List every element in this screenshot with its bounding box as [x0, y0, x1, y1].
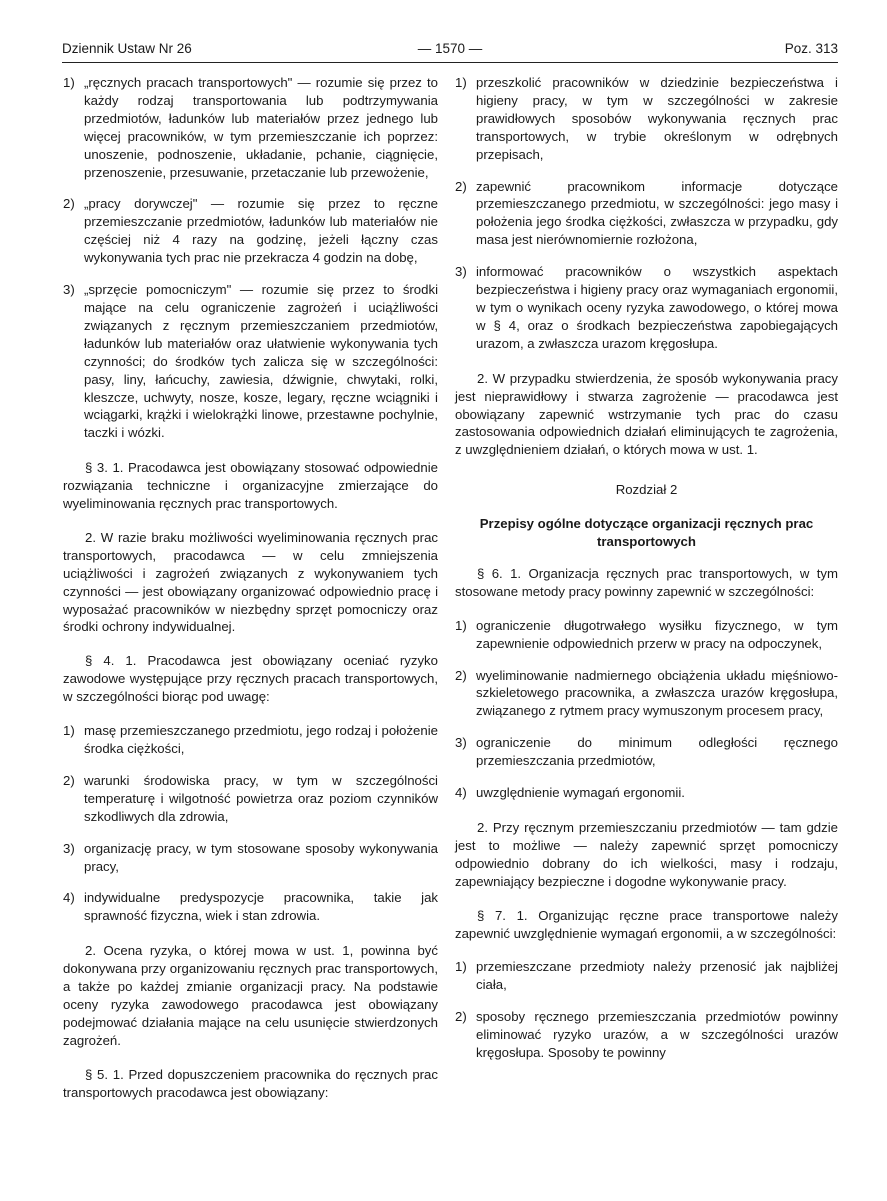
paragraph: 2. W razie braku możliwości wyeliminowania ręcznych prac transportowych, pracodawca — w celu zmniejszenia uciążliwości i zagrożeń związanych z wykonywaniem tych czynności — jest obowiązany organizować odpowiednio pracę i wyposażać pracowników w niezbędny sprzęt pomocniczy oraz środki ochrony indywidualnej.	[63, 529, 438, 635]
paragraph: 2. W przypadku stwierdzenia, że sposób wykonywania pracy jest nieprawidłowy i stwarza zagrożenie — pracodawca jest obowiązany zapewnić wstrzymanie tych prac do czasu zastosowania odpowiednich działań eliminujących te zagrożenia, z uwzględnieniem działań, o których mowa w ust. 1.	[455, 370, 838, 458]
list-item: 2) „pracy dorywczej" — rozumie się przez to ręczne przemieszczanie przedmiotów, ładunków lub materiałów nie częściej niż 4 razy na godzinę, jeżeli łączny czas wykonywania tych prac nie przekracza 4 godzin na dobę,	[63, 196, 438, 266]
position-number: Poz. 313	[784, 41, 838, 56]
left-column	[63, 74, 438, 1118]
page-header	[62, 39, 838, 61]
paragraph: § 5. 1. Przed dopuszczeniem pracownika do ręcznych prac transportowych pracodawca jest obowiązany:	[63, 1066, 438, 1100]
page-number: — 1570 —	[417, 41, 483, 56]
list-item: 2) wyeliminowanie nadmiernego obciążenia układu mięśniowo-szkieletowego pracownika, a zwłaszcza urazów kręgosłupa, związanego z rytmem pracy wymuszonym procesem pracy,	[455, 667, 838, 719]
journal-title: Dziennik Ustaw Nr 26	[62, 41, 192, 56]
list-item: 2) warunki środowiska pracy, w tym w szczególności temperaturę i wilgotność powietrza oraz poziom czynników szkodliwych dla zdrowia,	[63, 772, 438, 824]
organization-list	[455, 617, 838, 802]
paragraph: 2. Ocena ryzyka, o której mowa w ust. 1, powinna być dokonywana przy organizowaniu ręcznych prac transportowych, a także po każdej zmianie organizacji pracy. Na podstawie oceny ryzyka zawodowego pracodawca jest obowiązany podejmować działania mające na celu usunięcie stwierdzonych zagrożeń.	[63, 943, 438, 1048]
list-item: 3) informować pracowników o wszystkich aspektach bezpieczeństwa i higieny pracy oraz wymaganiach ergonomii, w tym o wynikach oceny ryzyka zawodowego, o której mowa w § 4, oraz o środkach bezpieczeństwa zapobiegających urazom, a zwłaszcza urazom kręgosłupa.	[455, 264, 838, 351]
paragraph: § 6. 1. Organizacja ręcznych prac transportowych, w tym stosowane metody pracy powinny zapewnić w szczególności:	[455, 565, 838, 599]
obligations-list	[455, 74, 838, 353]
list-item: 3) ograniczenie do minimum odległości ręcznego przemieszczania przedmiotów,	[455, 735, 838, 769]
list-item: 2) sposoby ręcznego przemieszczania przedmiotów powinny eliminować ryzyko urazów, a w szczególności urazów kręgosłupa. Sposoby te powinny	[455, 1009, 838, 1061]
list-item: 4) indywidualne predyspozycje pracownika, takie jak sprawność fizyczna, wiek i stan zdrowia.	[63, 890, 438, 924]
header-rule	[62, 62, 838, 63]
list-item: 1) ograniczenie długotrwałego wysiłku fizycznego, w tym zapewnienie odpowiednich przerw w pracy na odpoczynek,	[455, 617, 838, 651]
paragraph: 2. Przy ręcznym przemieszczaniu przedmiotów — tam gdzie jest to możliwe — należy zapewnić sprzęt pomocniczy odpowiednio dobrany do ich wielkości, masy i rodzaju, zapewniający bezpieczne i dogodne wykonywanie pracy.	[455, 820, 838, 889]
definitions-list	[63, 74, 438, 442]
ergonomics-list	[455, 958, 838, 1062]
paragraph: § 3. 1. Pracodawca jest obowiązany stosować odpowiednie rozwiązania techniczne i organizacyjne zmierzające do wyeliminowania ręcznych prac transportowych.	[63, 460, 438, 512]
list-item: 1) masę przemieszczanego przedmiotu, jego rodzaj i położenie środka ciężkości,	[63, 723, 438, 756]
chapter-heading: Rozdział 2	[615, 482, 678, 498]
right-column	[455, 74, 838, 1076]
list-item: 4) uwzględnienie wymagań ergonomii.	[455, 785, 685, 801]
list-item: 1) przemieszczane przedmioty należy przenosić jak najbliżej ciała,	[455, 959, 838, 993]
paragraph: § 4. 1. Pracodawca jest obowiązany oceniać ryzyko zawodowe występujące przy ręcznych pracach transportowych, w szczególności biorąc pod uwagę:	[63, 653, 438, 705]
list-item: 3) organizację pracy, w tym stosowane sposoby wykonywania pracy,	[63, 840, 438, 874]
risk-factors-list	[63, 722, 438, 925]
list-item: 1) „ręcznych pracach transportowych" — rozumie się przez to każdy rodzaj transportowania lub podtrzymywania przedmiotów, ładunków lub materiałów przez jednego lub więcej pracowników, w tym przemieszczanie ich poprzez: unoszenie, podnoszenie, układanie, pchanie, ciągnięcie, przenoszenie, przesuwanie, przetaczanie lub przewożenie,	[63, 75, 438, 180]
list-item: 3) „sprzęcie pomocniczym" — rozumie się przez to środki mające na celu ograniczenie zagrożeń i uciążliwości związanych z ręcznym przemieszczaniem przedmiotów, ładunków lub materiałów oraz ułatwienie wykonywania tych czynności; do środków tych zalicza się w szczególności: pasy, liny, łańcuchy, zawiesia, dźwignie, chwytaki, rolki, kleszcze, uchwyty, nosze, kosze, legary, ręczne wciągniki i wciągarki, krążki i wielokrążki linowe, przestawne pochylnie, taczki i wózki.	[63, 282, 438, 441]
list-item: 1) przeszkolić pracowników w dziedzinie bezpieczeństwa i higieny pracy, w tym w szczególności w zakresie prawidłowych sposobów wykonywania ręcznych prac transportowych, w trybie określonym w odrębnych przepisach,	[455, 75, 838, 162]
chapter-title: Przepisy ogólne dotyczące organizacji ręcznych prac transportowych	[479, 516, 814, 550]
paragraph: § 7. 1. Organizując ręczne prace transportowe należy zapewnić uwzględnienie wymagań ergonomii, a w szczególności:	[455, 907, 838, 941]
list-item: 2) zapewnić pracownikom informacje dotyczące przemieszczanego przedmiotu, w szczególności: jego masy i położenia jego środka ciężkości, zwłaszcza w przypadku, gdy masa jest nierównomiernie rozłożona,	[455, 178, 838, 248]
